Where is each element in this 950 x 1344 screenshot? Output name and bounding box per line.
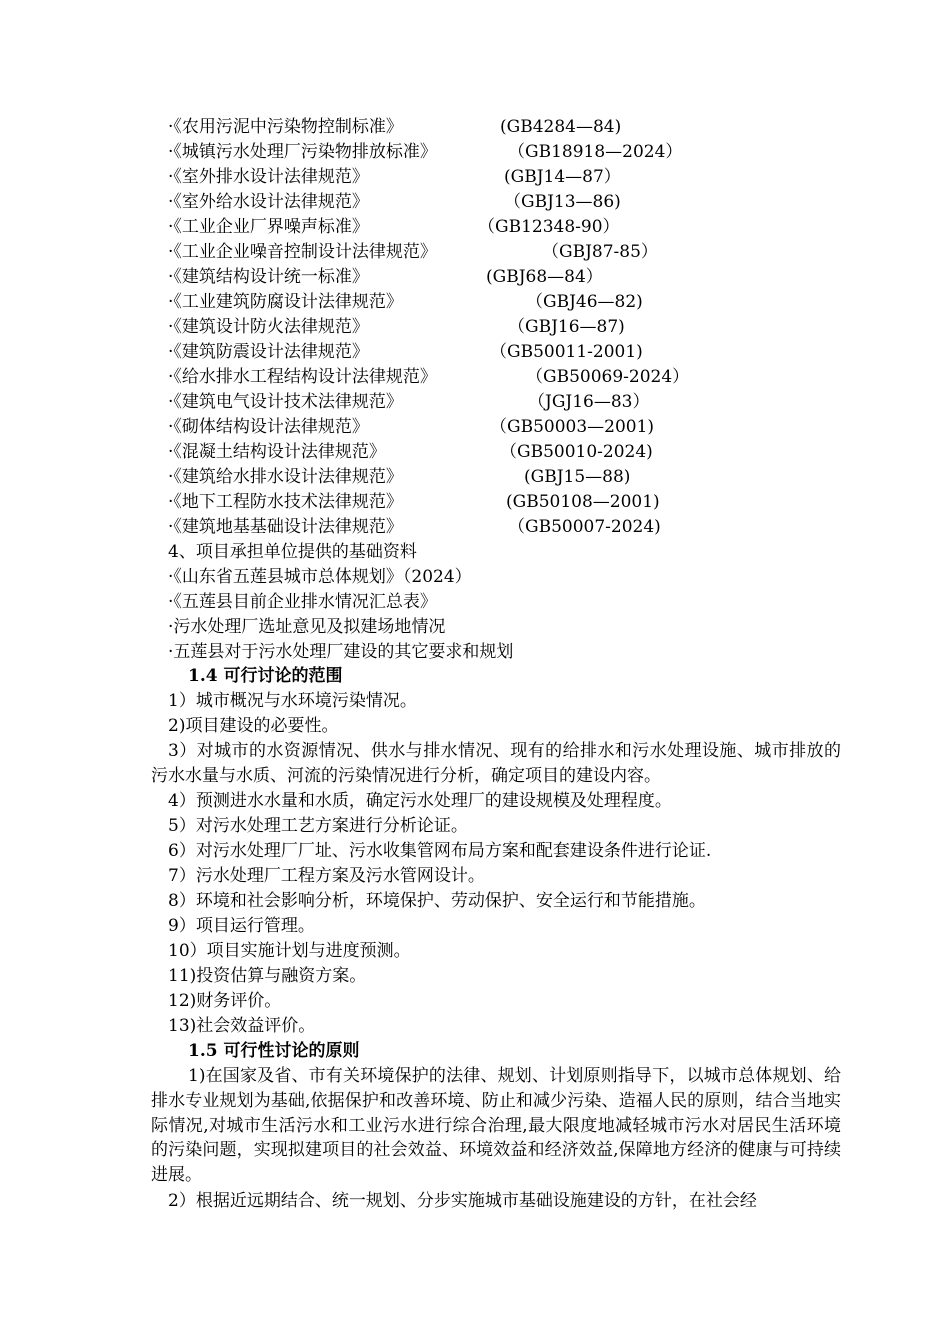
standard-name: ·《室外给水设计法律规范》 [168,192,369,212]
standard-code: （GBJ13—86) [504,192,621,212]
standard-code: (GBJ14—87） [504,167,621,187]
standard-code: （GB50007-2024) [508,517,661,537]
scope-item: 12)财务评价。 [168,991,282,1011]
standard-code: （GBJ87-85） [542,242,658,262]
standard-code: (GB50108—2001) [506,492,660,512]
scope-item: 1）城市概况与水环境污染情况。 [168,691,417,711]
material-item: ·《五莲县目前企业排水情况汇总表》 [168,592,437,612]
scope-item: 9）项目运行管理。 [168,916,315,936]
standard-code: （GB50011-2001) [490,342,643,362]
standard-code: （GBJ16—87) [508,317,625,337]
standard-name: ·《建筑给水排水设计法律规范》 [168,467,403,487]
standard-code: （GB12348-90） [478,217,620,237]
standard-code: （GB50010-2024) [500,442,653,462]
standard-code: （JGJ16—83） [528,392,650,412]
scope-item: 6）对污水处理厂厂址、污水收集管网布局方案和配套建设条件进行论证. [168,841,712,861]
standard-name: ·《农用污泥中污染物控制标准》 [168,117,403,137]
standard-name: ·《建筑防震设计法律规范》 [168,342,369,362]
standard-code: （GB18918—2024） [508,142,683,162]
scope-item: 8）环境和社会影响分析，环境保护、劳动保护、安全运行和节能措施。 [168,891,706,911]
material-item: ·污水处理厂选址意见及拟建场地情况 [168,617,446,637]
standard-code: (GBJ68—84） [486,267,603,287]
section-4-title: 4、项目承担单位提供的基础资料 [168,542,417,562]
scope-item: 7）污水处理厂工程方案及污水管网设计。 [168,866,485,886]
standard-name: ·《混凝土结构设计法律规范》 [168,442,386,462]
standard-name: ·《建筑设计防火法律规范》 [168,317,369,337]
material-item: ·五莲县对于污水处理厂建设的其它要求和规划 [168,642,514,662]
standard-code: （GB50003—2001) [490,417,655,437]
standard-name: ·《城镇污水处理厂污染物排放标准》 [168,142,437,162]
scope-item: 11)投资估算与融资方案。 [168,966,367,986]
scope-item: 10）项目实施计划与进度预测。 [168,941,411,961]
standard-code: （GBJ46—82) [526,292,643,312]
standard-name: ·《室外排水设计法律规范》 [168,167,369,187]
standard-code: (GBJ15—88) [524,467,631,487]
scope-item: 3）对城市的水资源情况、供水与排水情况、现有的给排水和污水处理设施、城市排放的污水水量与水质、河流的污染情况进行分析，确定项目的建设内容。 [151,741,841,786]
standard-name: ·《地下工程防水技术法律规范》 [168,492,403,512]
standard-name: ·《建筑结构设计统一标准》 [168,267,369,287]
scope-item: 13)社会效益评价。 [168,1016,316,1036]
material-item: ·《山东省五莲县城市总体规划》（2024） [168,567,472,587]
standard-name: ·《工业建筑防腐设计法律规范》 [168,292,403,312]
standard-code: (GB4284—84) [500,117,622,137]
standard-name: ·《给水排水工程结构设计法律规范》 [168,367,437,387]
standard-name: ·《建筑地基基础设计法律规范》 [168,517,403,537]
standard-name: ·《砌体结构设计法律规范》 [168,417,369,437]
scope-item: 5）对污水处理工艺方案进行分析论证。 [168,816,468,836]
scope-item: 4）预测进水水量和水质，确定污水处理厂的建设规模及处理程度。 [168,791,672,811]
section-1-4-heading: 1.4 可行讨论的范围 [188,666,343,686]
scope-item: 2)项目建设的必要性。 [168,716,339,736]
principle-paragraph: 1)在国家及省、市有关环境保护的法律、规划、计划原则指导下，以城市总体规划、给排水专业规划为基础,依据保护和改善环境、防止和减少污染、造福人民的原则，结合当地实际情况,对城市生活污水和工业污水进行综合治理,最大限度地减轻城市污水对居民生活环境的污染问题，实现拟建项目的社会效益、环境效益和经济效益,保障地方经济的健康与可持续进展。 [151,1066,841,1186]
standard-name: ·《工业企业厂界噪声标准》 [168,217,369,237]
standard-code: （GB50069-2024） [526,367,690,387]
standard-name: ·《工业企业噪音控制设计法律规范》 [168,242,437,262]
standard-name: ·《建筑电气设计技术法律规范》 [168,392,403,412]
principle-paragraph: 2）根据近远期结合、统一规划、分步实施城市基础设施建设的方针，在社会经 [168,1191,757,1211]
section-1-5-heading: 1.5 可行性讨论的原则 [188,1041,360,1061]
